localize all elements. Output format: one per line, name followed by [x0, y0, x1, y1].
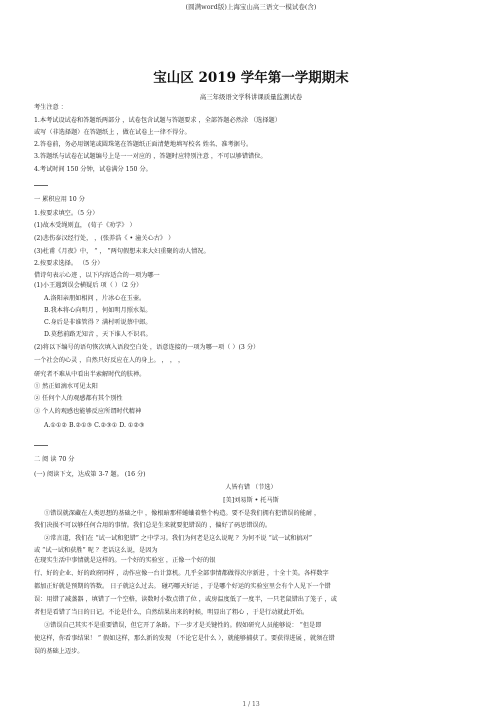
page-subtitle: 高三年级语文学科讲课质量监测试卷	[199, 93, 303, 101]
question-line: (2)将以下编号的语句恢次填入语段空白处 ，语意连接的一项为哪一项（ ）(3 分）	[34, 344, 260, 351]
passage-line: 误：用错了减蒸器 ，填错了一个空格，读数时小数点错了位 ，或房温度低了一度半，一只老鼠错出了笼子 ，或	[34, 596, 337, 603]
passage-line: ①错误就深藏在人类思想的基础之中 ，像根暗那样蜷蛐着整个构造。要不是我们拥有犯错误的能耐 ，	[44, 510, 321, 517]
note-line: 或写（非选择题）在答题纸上 ，做在试卷上一律不得分。	[34, 129, 191, 136]
section-heading: 二 阅 读 70 分	[34, 456, 75, 463]
question-line: (3)杜甫《月夜》中， “ ， ”两句假想未来大妇重聚的动人情况。	[34, 248, 210, 255]
passage-author: [美]刘易斯 • 托马斯	[223, 497, 279, 504]
section-heading: 一 累积应用 10 分	[34, 196, 85, 203]
option-line: A.①①② B.②①③ C.②③① D. ①②③	[44, 422, 145, 429]
passage-line: ③错误自己其实不是重要错误，但它开了条路。下一步才是关键性的。假如研究人员能够说： “但是即	[44, 622, 322, 629]
question-line: 借诗句表示心迹 ，以下内容适合的一项为哪一	[34, 272, 160, 279]
note-line: 1.本考试设试卷和答题纸两部分 ，试卷包含试题与答题要求 ，全部答题必然涂 （选择题）	[34, 117, 281, 124]
option-line: ② 任何个人的观感都有其个别性	[34, 395, 123, 402]
passage-line: 我们决损不可以够任何合用的事情。我们总是生来就要犯错误的 ，偏好了码思错误的。	[34, 522, 272, 529]
question-line: 2.按要求选择。 （5 分）	[34, 260, 104, 267]
option-line: B.我本将心向明月 ，何如明月照水渠。	[44, 307, 152, 314]
note-line: 2.答卷前，务必用钢笔或圆珠笔在答题纸正面清楚地填写校名 姓名、准考据号。	[34, 141, 253, 148]
option-line: ① 然正如滴水可见太阳	[34, 383, 98, 390]
note-line: 4.考试时间 150 分钟，试卷满分 150 分。	[34, 166, 152, 173]
passage-title: 人皆有错 （节选）	[225, 484, 277, 491]
passage-line: ②常言道，我们在 “试一试和犯错” 之中学习。我们为何老是这么说呢 ？为何不说 “试一试和搞对”	[44, 535, 313, 542]
document-header: (圆满word版)上海宝山高三语文一模试卷(含)	[185, 3, 317, 11]
page-number: 1 / 13	[242, 701, 260, 708]
passage-line: 或 “试一试和获胜” 呢 ？老话这么说，是因为	[34, 547, 158, 554]
option-line: A.洛阳亲朋如相问 ，片冰心在玉壶。	[44, 295, 146, 302]
question-line: 1.按要求填空。（5 分）	[34, 210, 99, 217]
question-line: 研究者不难从中看出半索解时代的肤禅。	[34, 371, 146, 378]
note-line: 3.答题纸与试卷在试题编号上是一一对应的 ，答题时应特别注意 ，不可以够错错位。	[34, 153, 267, 160]
option-line: C.身后是非谁管得 ？满村听说蔡中郎。	[44, 319, 152, 326]
option-line: ③ 个人的观感也能够反应所谓时代精神	[34, 408, 142, 415]
question-line: (一) 阅读下文，达成第 3-7 题。 (16 分)	[34, 471, 146, 478]
notes-heading: 考生注意 ：	[34, 104, 67, 111]
section-rule	[34, 445, 48, 446]
passage-line: 都加正好就是预期的答数。 日子就这么过去。 碰巧哪天好运 ，于是哪个好运的实验室里会有个人见下一个错	[34, 583, 331, 590]
passage-line: 在现实生活中事情就是这样的。一个好的实验室 ，正像一个好的银	[34, 557, 216, 564]
question-line: (2)悲伤泰汉经行处， ，(张养浩《 • 潼关心古》 ）	[34, 235, 175, 242]
page-title: 宝山区 2019 学年第一学期期末	[153, 70, 349, 86]
passage-line: 使这样，你看事结果！ ” 假如这样，那么新的发现 （不论它是什么 ），就能够捕获了。要获得进展 ，就须在错	[34, 635, 335, 642]
option-line: D.莫愁前路无知音 ，天下谁人不识君。	[44, 331, 152, 338]
passage-line: 行、好的企业、好的政府同样 ，动作应像一台计算机。几乎全部事情都做得次序新进 ，十全十美。各样数字	[34, 570, 329, 577]
question-line: (1)小王遇到误会横疑后 项（ ）（2 分）	[34, 282, 143, 289]
section-rule	[34, 185, 48, 186]
passage-line: 者但是看错了当日的日记。不论是什么，自然结果出来的时候，明显出了粗心 ，于是行动就此开始。	[34, 609, 309, 616]
passage-line: 误的基础上迈步。	[34, 648, 84, 655]
question-line: (1)故木受绳则直， (荀子《劝学》 ）	[34, 222, 136, 229]
question-line: 一个社会的心灵 ，自然只好反应在人的身上。 ， ， ，	[34, 357, 185, 364]
